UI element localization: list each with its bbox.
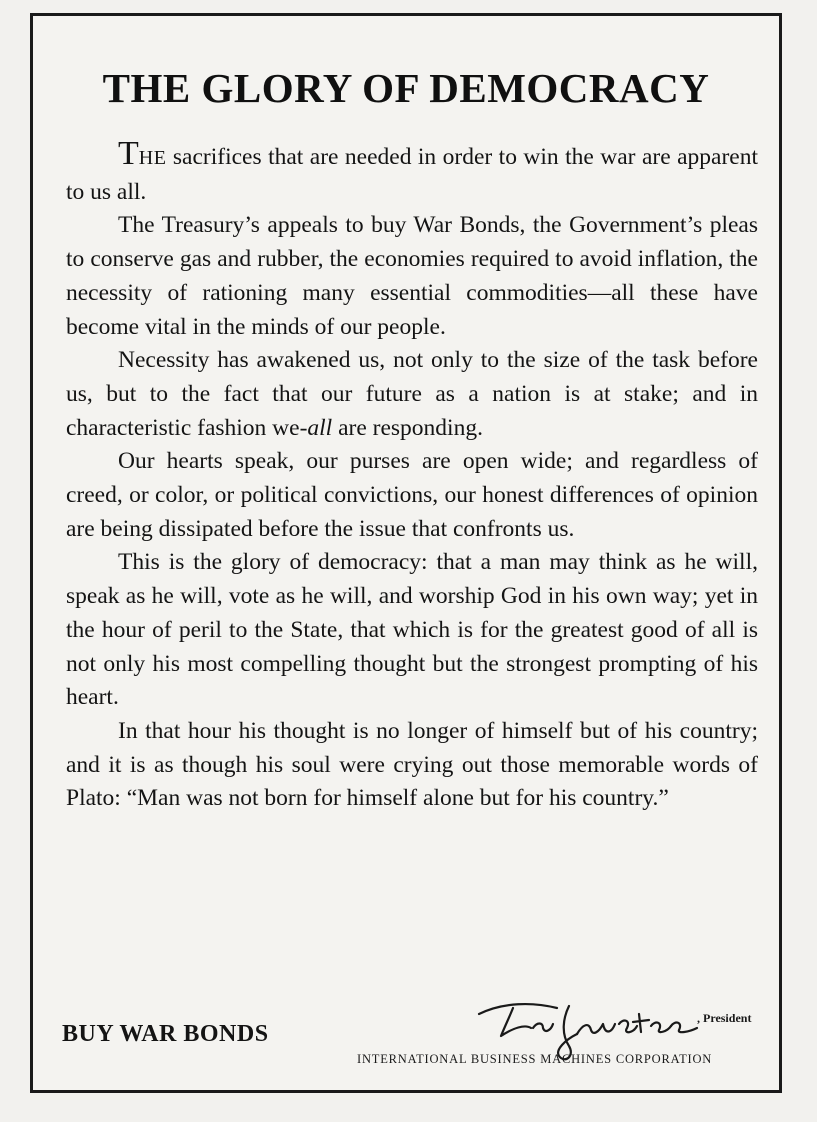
ad-frame bbox=[30, 13, 782, 1093]
president-title: , President bbox=[697, 1011, 752, 1025]
ad-title: THE GLORY OF DEMOCRACY bbox=[102, 65, 710, 111]
paragraph-3-emphasis: all bbox=[307, 414, 333, 441]
paragraph-2: The Treasury’s appeals to buy War Bonds, the Government’s pleas to conserve gas and rubber, the economies required to avoid inflation, the necessity of rationing many essential commodities—all these have become vital in the minds of our people. bbox=[66, 212, 758, 340]
paragraph-4: Our hearts speak, our purses are open wide; and regardless of creed, or color, or political convictions, our honest differences of opinion are being dissipated before the issue that confronts us. bbox=[66, 448, 758, 542]
ad-body bbox=[66, 135, 758, 816]
paragraph-3-text-b: are responding. bbox=[332, 414, 483, 441]
buy-war-bonds-slogan: BUY WAR BONDS bbox=[62, 1021, 269, 1047]
paragraph-1 bbox=[66, 135, 758, 209]
company-name: INTERNATIONAL BUSINESS MACHINES CORPORATION bbox=[357, 1052, 713, 1066]
small-caps-lead: HE bbox=[138, 147, 167, 169]
paragraph-5: This is the glory of democracy: that a man may think as he will, speak as he will, vote as he will, and worship God in his own way; yet in the hour of peril to the State, that which is for the greatest good of all is not only his most compelling thought but the strongest prompting of his heart. bbox=[66, 549, 758, 711]
paragraph-3-text-a: Necessity has awakened us, not only to the size of the task before us, but to the fact that our future as a nation is at stake; and in characteristic fashion we- bbox=[66, 347, 758, 441]
paragraph-1-text: sacrifices that are needed in order to win the war are apparent to us all. bbox=[66, 144, 758, 205]
paragraph-3 bbox=[66, 344, 758, 445]
drop-cap: T bbox=[118, 135, 139, 172]
paragraph-6: In that hour his thought is no longer of himself but of his country; and it is as though his soul were crying out those memorable words of Plato: “Man was not born for himself alone but for his country.” bbox=[66, 717, 758, 812]
